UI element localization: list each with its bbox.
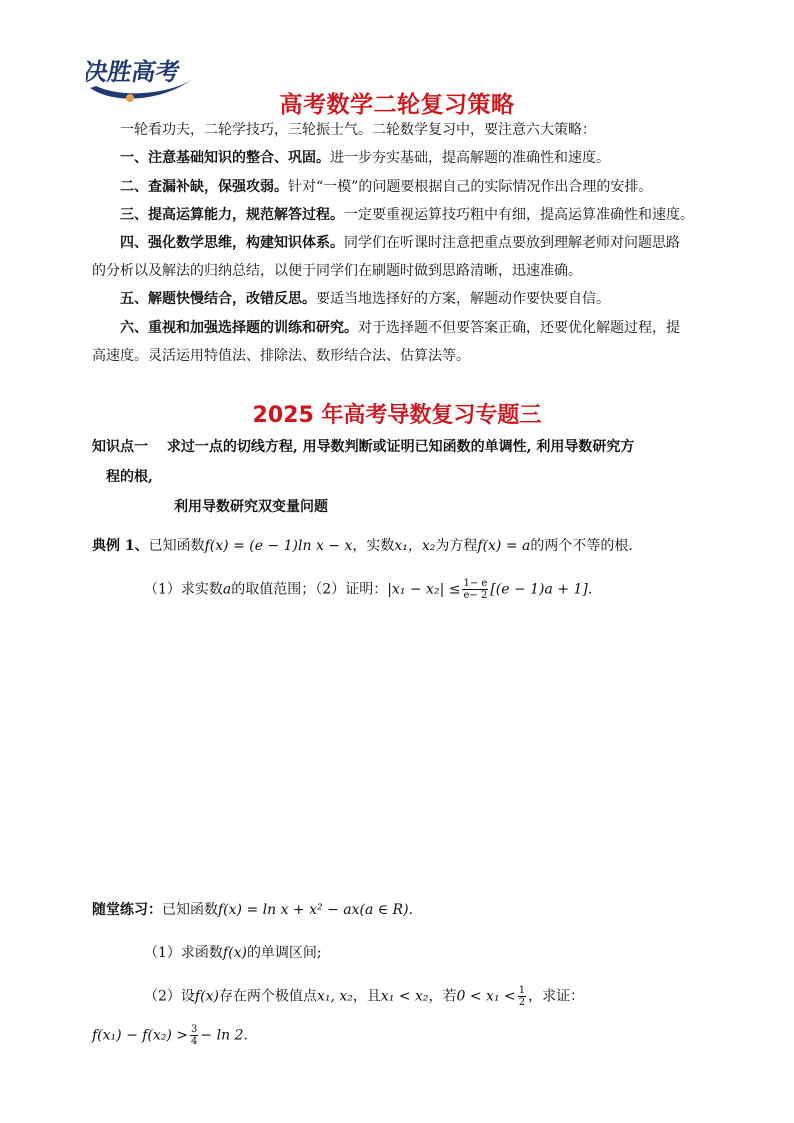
- strategy-title: 高考数学二轮复习策略: [279, 92, 515, 118]
- logo-text: 决胜高考: [86, 58, 183, 86]
- text: 的两个不等的根.: [530, 538, 633, 554]
- formula: 0 < x₁ <: [456, 988, 516, 1005]
- knowledge-point-text: 求过一点的切线方程, 用导数判断或证明已知函数的单调性, 利用导数研究方: [166, 439, 635, 455]
- formula: f(x) = a: [477, 538, 531, 554]
- text: 的取值范围；（2）证明：: [231, 581, 388, 598]
- fraction: [462, 578, 488, 601]
- text: ，实数: [352, 538, 395, 554]
- knowledge-point-line2: 程的根,: [106, 469, 153, 485]
- strategy-item-4: [120, 233, 680, 253]
- text: （1）求函数: [144, 945, 223, 961]
- item-head: 四、强化数学思维，构建知识体系。: [120, 235, 344, 251]
- item-body: 同学们在听课时注意把重点要放到理解老师对问题思路: [344, 235, 680, 251]
- practice-label: 随堂练习：: [92, 902, 162, 918]
- fraction-numerator: 1: [518, 985, 526, 996]
- formula: a: [222, 581, 232, 598]
- formula: f(x): [222, 945, 247, 961]
- fraction-denominator: 2: [518, 997, 526, 1008]
- fraction-numerator: 3: [191, 1024, 198, 1035]
- practice-conclusion: [92, 1024, 248, 1047]
- strategy-item-4-cont: 的分析以及解法的归纳总结，以便于同学们在刷题时做到思路清晰，迅速准确。: [92, 263, 582, 279]
- text: 已知函数: [162, 902, 218, 918]
- text: ，若: [428, 988, 457, 1005]
- fraction: [190, 1024, 198, 1047]
- practice-stem: [92, 900, 413, 920]
- item-body: 进一步夯实基础，提高解题的准确性和速度。: [330, 150, 610, 166]
- item-body: 要适当地选择好的方案，解题动作要快要自信。: [316, 291, 610, 307]
- formula: f(x) = (e − 1)ln x − x: [204, 538, 353, 554]
- formula: x₁, x₂: [316, 988, 353, 1005]
- example-1-questions: [144, 578, 592, 601]
- formula: [(e − 1)a + 1].: [490, 581, 593, 598]
- strategy-item-6-cont: 高速度。灵活运用特值法、排除法、数形结合法、估算法等。: [92, 348, 470, 364]
- strategy-item-5: [120, 289, 610, 309]
- topic-title: 2025 年高考导数复习专题三: [252, 403, 542, 428]
- text: ，且: [352, 988, 381, 1005]
- practice-q1: [144, 943, 322, 963]
- knowledge-point-line3: 利用导数研究双变量问题: [174, 499, 328, 515]
- formula: f(x) = ln x + x² − ax(a ∈ R).: [218, 902, 414, 918]
- knowledge-point-label: 知识点一: [92, 439, 148, 455]
- formula: f(x): [194, 988, 219, 1005]
- strategy-intro: 一轮看功夫，二轮学技巧，三轮振士气。二轮数学复习中，要注意六大策略：: [120, 122, 596, 138]
- formula: x₁ < x₂: [380, 988, 429, 1005]
- text: 为方程: [435, 538, 478, 554]
- fraction-denominator: 4: [191, 1036, 198, 1047]
- text: （1）求实数: [144, 581, 223, 598]
- example-1-stem: [92, 536, 633, 556]
- strategy-item-3: [120, 205, 694, 225]
- fraction: [518, 985, 526, 1008]
- text: ，求证：: [528, 988, 585, 1005]
- formula: f(x₁) − f(x₂) >: [92, 1027, 189, 1044]
- fraction-denominator: e− 2: [463, 590, 488, 601]
- text: 已知函数: [148, 538, 205, 554]
- practice-q2: [144, 985, 584, 1008]
- item-body: 对于选择题不但要答案正确，还要优化解题过程，提: [358, 320, 680, 336]
- formula: |x₁ − x₂| ≤: [387, 581, 461, 598]
- text: 存在两个极值点: [218, 988, 317, 1005]
- text: （2）设: [144, 988, 195, 1005]
- item-head: 一、注意基础知识的整合、巩固。: [120, 150, 330, 166]
- strategy-item-1: [120, 148, 610, 168]
- text: 的单调区间;: [246, 945, 322, 961]
- example-label: 典例 1、: [92, 538, 149, 554]
- item-head: 五、解题快慢结合，改错反思。: [120, 291, 316, 307]
- formula: − ln 2.: [200, 1027, 248, 1044]
- item-body: 针对“一模”的问题要根据自己的实际情况作出合理的安排。: [288, 179, 653, 195]
- item-body: 一定要重视运算技巧粗中有细，提高运算准确性和速度。: [344, 207, 694, 223]
- item-head: 六、重视和加强选择题的训练和研究。: [120, 320, 358, 336]
- strategy-item-2: [120, 177, 652, 197]
- formula: x₁，x₂: [394, 538, 436, 554]
- fraction-numerator: 1− e: [463, 578, 488, 589]
- strategy-item-6: [120, 318, 680, 338]
- item-head: 三、提高运算能力，规范解答过程。: [120, 207, 344, 223]
- knowledge-point-line1: [92, 437, 634, 457]
- item-head: 二、查漏补缺，保强攻弱。: [120, 179, 288, 195]
